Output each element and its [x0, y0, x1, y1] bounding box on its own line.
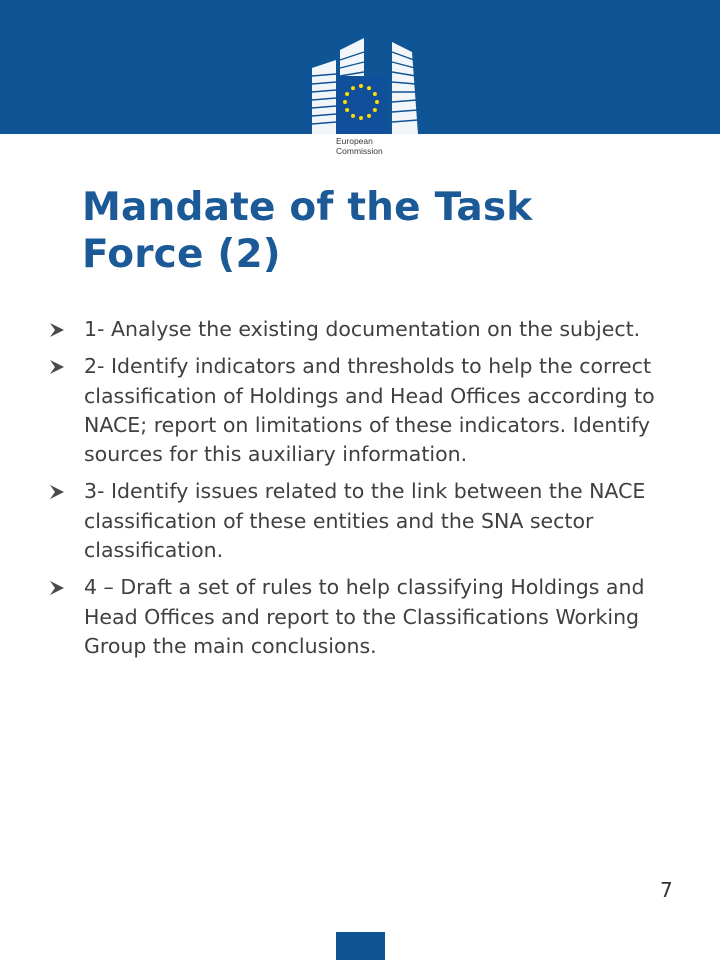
footer-band: [336, 932, 385, 960]
arrowhead-bullet-icon: [48, 580, 66, 596]
page-number: 7: [660, 878, 673, 902]
bullet-text: 2- Identify indicators and thresholds to help the correct classification of Holdings and Head Offices according to NACE; report on limitations of these indicators. Identify sources for this auxiliary information.: [84, 354, 655, 467]
bullet-text: 1- Analyse the existing documentation on the subject.: [84, 317, 641, 341]
bullet-text: 3- Identify issues related to the link between the NACE classification of these entities and the SNA sector classification.: [84, 479, 646, 563]
logo-text-line1: European: [336, 136, 373, 146]
slide-title-line1: Mandate of the Task: [82, 185, 533, 230]
bullet-text: 4 – Draft a set of rules to help classifying Holdings and Head Offices and report to the Classifications Working Group the main conclusions.: [84, 575, 645, 658]
european-commission-logo: [300, 30, 435, 182]
slide-title-line2: Force (2): [82, 232, 281, 277]
arrowhead-bullet-icon: [48, 359, 66, 375]
bullet-item: [48, 315, 688, 344]
bullet-item: [48, 573, 688, 661]
bullet-item: [48, 352, 688, 469]
arrowhead-bullet-icon: [48, 322, 66, 338]
arrowhead-bullet-icon: [48, 484, 66, 500]
bullet-item: [48, 477, 688, 565]
slide-title: [82, 184, 642, 278]
logo-text-line2: Commission: [336, 146, 383, 156]
logo-text: [336, 136, 383, 156]
bullet-list: [48, 315, 688, 669]
